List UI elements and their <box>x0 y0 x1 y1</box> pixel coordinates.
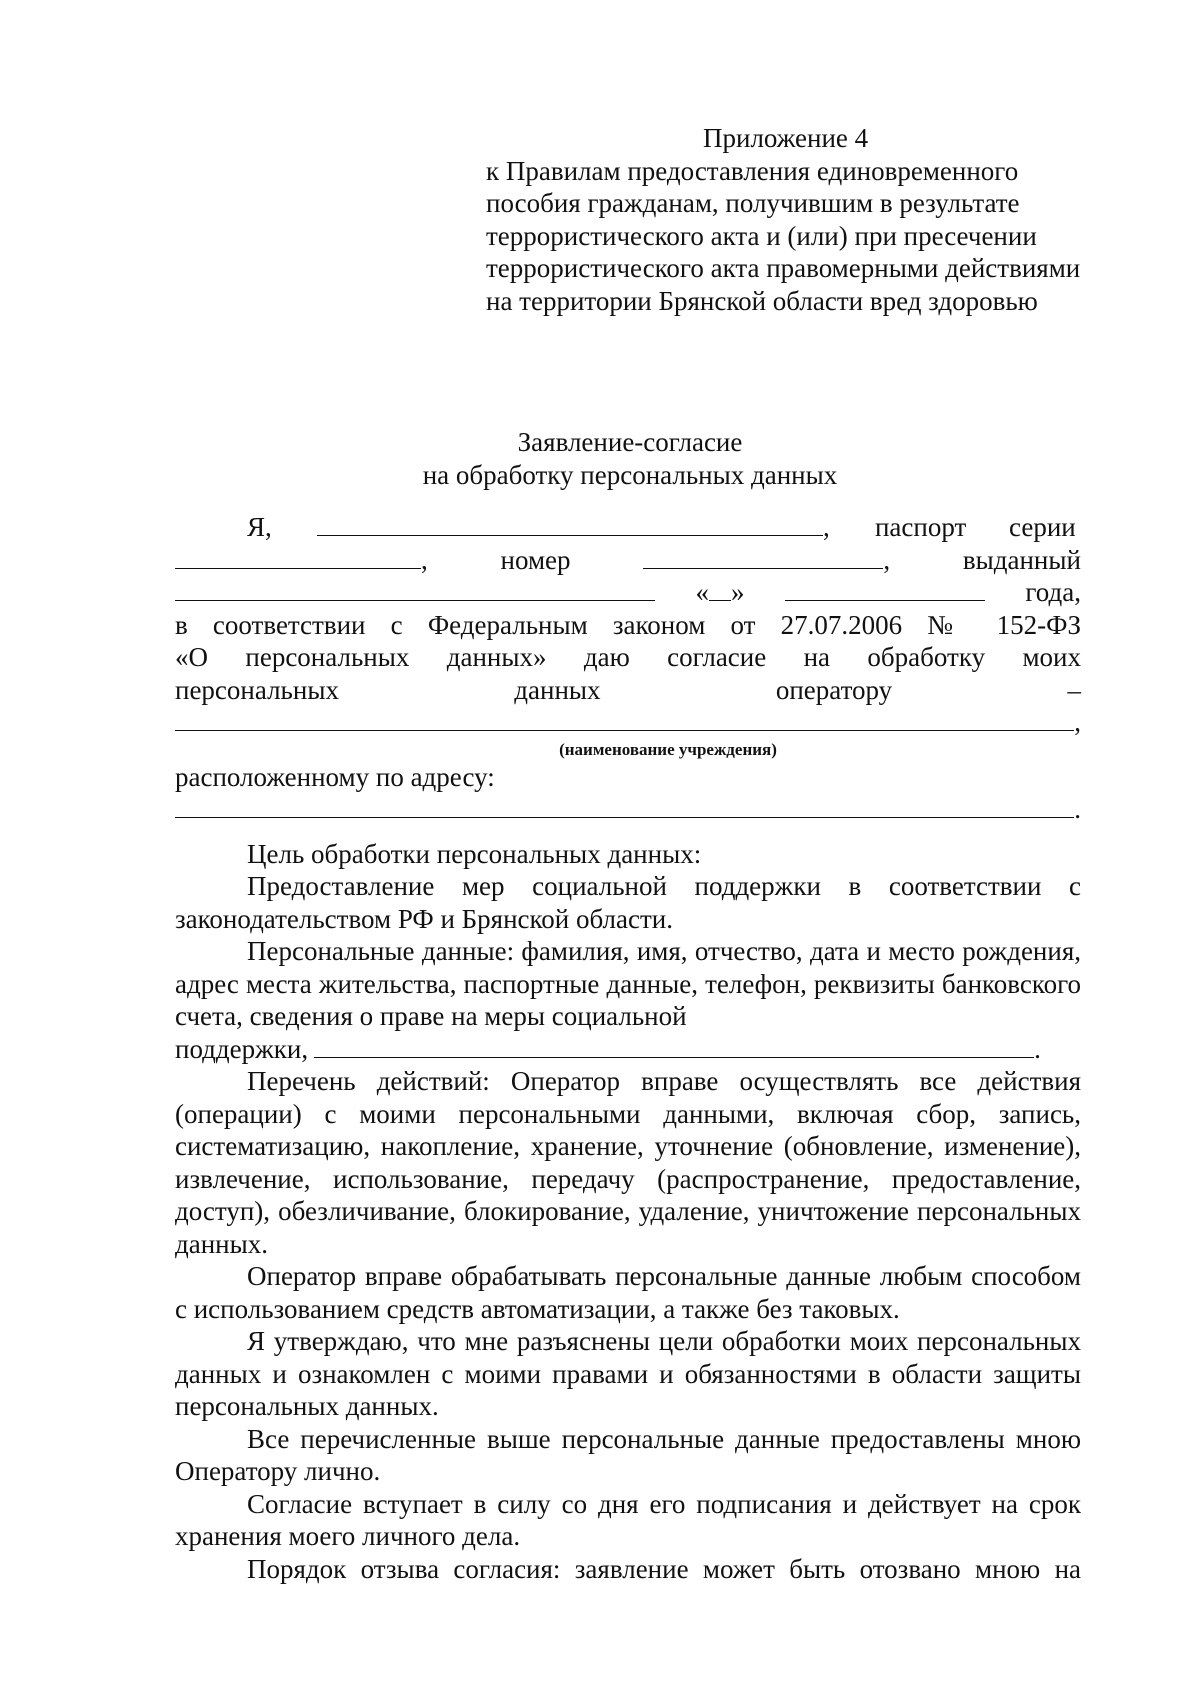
actions-text: Перечень действий: Оператор вправе осуществлять все действия (операции) с моими персональными данными, включая сбор, запись, систематизацию, накопление, хранение, уточнение (обновление, изменение), извлечение, использование, передачу (распространение, предоставление, доступ), обезличивание, блокирование, удаление, уничтожение персональных данных. <box>175 1066 1081 1259</box>
revoke-text: Порядок отзыва согласия: заявление может быть отозвано мною на <box>247 1553 1081 1584</box>
method-text: Оператор вправе обрабатывать персональные данные любым способом с использованием средств автоматизации, а также без таковых. <box>175 1261 1081 1324</box>
day-blank[interactable] <box>709 576 731 601</box>
institution-caption: (наименование учреждения) <box>559 739 777 759</box>
address-label: расположенному по адресу: <box>175 761 495 792</box>
quote-close: » <box>730 577 745 607</box>
annex-line: к Правилам предоставления единовременного <box>486 155 1019 186</box>
law-word: персональных <box>175 674 339 705</box>
period: . <box>1034 1033 1041 1064</box>
ya-label: Я, <box>247 512 272 542</box>
number-label: номер <box>500 544 571 575</box>
passport-series-label <box>875 511 1081 544</box>
form-row-address <box>175 793 1081 826</box>
quote-open: « <box>695 577 709 607</box>
form-row-institution <box>175 706 1081 739</box>
annex-header <box>486 122 1146 317</box>
form-row-date <box>175 576 1081 609</box>
method-paragraph <box>175 1260 1081 1325</box>
revoke-paragraph <box>175 1553 1081 1586</box>
purpose-paragraph <box>175 870 1081 935</box>
issued-by-blank[interactable] <box>175 576 655 601</box>
dash: – <box>1067 674 1081 705</box>
passport-number-blank[interactable] <box>643 544 883 569</box>
form-row-name <box>175 511 1081 544</box>
form-body <box>175 511 1081 1585</box>
annex-line: террористического акта и (или) при пресечении <box>486 220 1037 251</box>
annex-title: Приложение 4 <box>703 123 869 153</box>
annex-line: пособия гражданам, получившим в результате <box>486 188 1020 218</box>
term-text: Согласие вступает в силу со дня его подписания и действует на срок хранения моего личного дела. <box>175 1488 1081 1551</box>
form-row-operator <box>175 674 1081 707</box>
term-paragraph <box>175 1488 1081 1553</box>
form-row-number <box>175 544 1081 577</box>
form-row-support <box>175 1033 1081 1066</box>
passport-series-text: паспорт серии <box>874 512 1076 542</box>
law-word: данных <box>514 674 601 705</box>
annex-line: террористического акта правомерными действиями <box>486 253 1081 283</box>
year-label: года, <box>1025 577 1081 607</box>
document-title <box>0 426 1200 491</box>
provided-text: Все перечисленные выше персональные данные предоставлены мною Оператору лично. <box>175 1423 1081 1486</box>
document-title-line2: на обработку персональных данных <box>422 459 838 490</box>
purpose-heading <box>175 838 1081 871</box>
annex-line: на территории Брянской области вред здоровью <box>486 285 1038 316</box>
passport-series-blank[interactable] <box>175 544 421 569</box>
confirm-text: Я утверждаю, что мне разъяснены цели обработки моих персональных данных и ознакомлен с моими правами и обязанностями в области защиты персональных данных. <box>175 1326 1081 1421</box>
personal-data-paragraph <box>175 935 1081 1033</box>
law-line: «О персональных данных» даю согласие на обработку моих <box>175 642 1081 672</box>
comma: , <box>823 512 830 542</box>
confirm-paragraph <box>175 1325 1081 1423</box>
support-measures-blank[interactable] <box>314 1033 1034 1058</box>
provided-paragraph <box>175 1423 1081 1488</box>
law-word: оператору <box>775 674 893 705</box>
purpose-text: Предоставление мер социальной поддержки в соответствии с законодательством РФ и Брянской области. <box>175 871 1081 934</box>
actions-paragraph <box>175 1065 1081 1260</box>
comma: , <box>421 544 428 575</box>
document-title-line1: Заявление-согласие <box>517 427 743 457</box>
address-blank[interactable] <box>175 793 1074 818</box>
full-name-blank[interactable] <box>317 511 823 536</box>
month-blank[interactable] <box>785 576 985 601</box>
law-line: в соответствии с Федеральным законом от 27.07.2006 № 152-ФЗ <box>175 609 1081 640</box>
period: . <box>1074 794 1081 824</box>
comma: , <box>1074 707 1081 737</box>
issued-label: выданный <box>962 544 1081 575</box>
support-label: поддержки, <box>175 1033 309 1064</box>
comma: , <box>883 544 891 575</box>
personal-data-text: Персональные данные: фамилия, имя, отчество, дата и место рождения, адрес места жительства, паспортные данные, телефон, реквизиты банковского счета, сведения о праве на меры социальной <box>175 936 1081 1031</box>
institution-blank[interactable] <box>175 706 1074 731</box>
purpose-heading-text: Цель обработки персональных данных: <box>247 838 702 869</box>
issue-date-day <box>695 576 744 609</box>
